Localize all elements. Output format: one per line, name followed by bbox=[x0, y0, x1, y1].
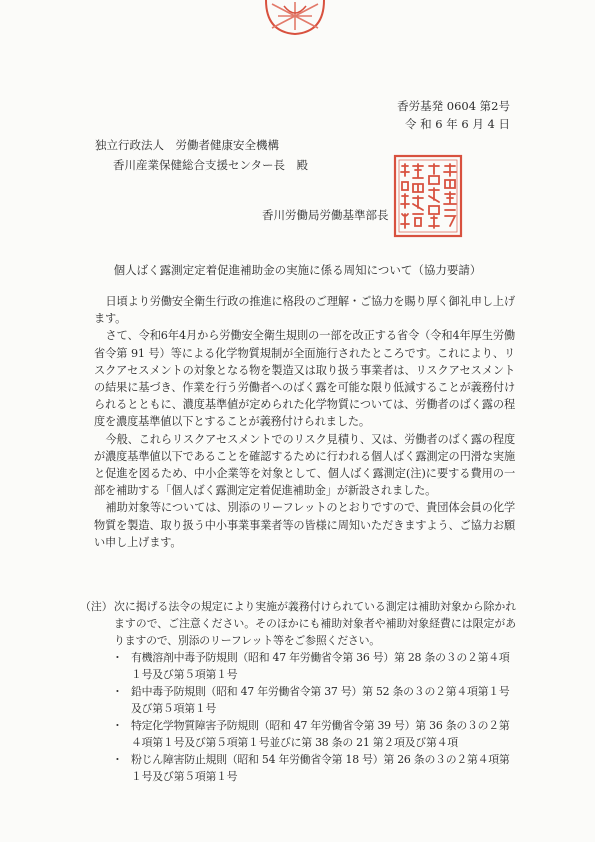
body-paragraph: 補助対象等については、別添のリーフレットのとおりですので、貴団体会員の化学物質を製造、取り扱う中小事業事業者等の皆様に周知いただきますよう、ご協力お願い申し上げます。 bbox=[94, 501, 515, 549]
document-number: 香労基発 0604 第2号 bbox=[397, 99, 510, 113]
receipt-stamp-icon bbox=[262, 0, 328, 38]
body-paragraph: 日頃より労働安全衛生行政の推進に格段のご理解・ご協力を賜り厚く御礼申し上げます。 bbox=[94, 295, 515, 326]
list-item bbox=[112, 717, 516, 751]
note-section bbox=[80, 598, 516, 785]
bullet-icon: ・ bbox=[112, 685, 123, 698]
regulation-item: 鉛中毒予防規則（昭和 47 年労働省令第 37 号）第 52 条の３の２第４項第１号及び第５項第１号 bbox=[131, 685, 510, 715]
addressee-block bbox=[95, 135, 308, 175]
note-text: 次に掲げる法令の規定により実施が義務付けられている測定は補助対象から除かれますので、ご注意ください。そのほかにも補助対象者や補助対象経費には限定がありますので、別添のリーフレット等をご参照ください。 bbox=[114, 600, 516, 647]
addressee-organization: 独立行政法人 労働者健康安全機構 bbox=[95, 138, 279, 152]
document-title: 個人ばく露測定定着促進補助金の実施に係る周知について（協力要請） bbox=[113, 263, 482, 277]
addressee-name: 香川産業保健総合支援センター長 殿 bbox=[113, 158, 309, 172]
sender-title: 香川労働局労働基準部長 bbox=[262, 208, 389, 222]
regulation-item: 有機溶剤中毒予防規則（昭和 47 年労働省令第 36 号）第 28 条の３の２第４項１号及び第５項第１号 bbox=[131, 651, 510, 681]
list-item bbox=[112, 649, 516, 683]
bullet-icon: ・ bbox=[112, 651, 123, 664]
regulation-item: 特定化学物質障害予防規則（昭和 47 年労働省令第 39 号）第 36 条の３の２第４項第１号及び第５項第１号並びに第 38 条の 21 第２項及び第４項 bbox=[131, 719, 510, 749]
list-item bbox=[112, 751, 516, 785]
document-number-block bbox=[397, 97, 510, 133]
document-date: 令 和 6 年 6 月 4 日 bbox=[404, 117, 510, 131]
body-paragraph: 今般、これらリスクアセスメントでのリスク見積り、又は、労働者のばく露の程度が濃度基準値以下であることを確認するために行われる個人ばく露測定の円滑な実施と促進を図るため、中小企業等を対象として、個人ばく露測定(注)に要する費用の一部を補助する「個人ばく露測定定着促進補助金」が新設されました。 bbox=[94, 432, 515, 498]
regulation-list bbox=[112, 649, 516, 785]
document-body bbox=[94, 293, 515, 551]
regulation-item: 粉じん障害防止規則（昭和 54 年労働省令第 18 号）第 26 条の３の２第４項第１号及び第５項第１号 bbox=[131, 753, 510, 783]
note-marker: （注） bbox=[80, 600, 113, 613]
official-seal-icon bbox=[393, 154, 463, 238]
bullet-icon: ・ bbox=[112, 719, 123, 732]
body-paragraph: さて、令和6年4月から労働安全衛生規則の一部を改正する省令（令和4年厚生労働省令第 91 号）等による化学物質規制が全面施行されたところです。これにより、リスクアセスメントの対象となる物を製造又は取り扱う事業者は、リスクアセスメントの結果に基づき、作業を行う労働者へのばく露を可能な限り低減することが義務付けられるとともに、濃度基準値が定められた化学物質については、労働者のばく露の程度を濃度基準値以下とすることが義務付けられました。 bbox=[94, 329, 515, 429]
bullet-icon: ・ bbox=[112, 753, 123, 766]
list-item bbox=[112, 683, 516, 717]
